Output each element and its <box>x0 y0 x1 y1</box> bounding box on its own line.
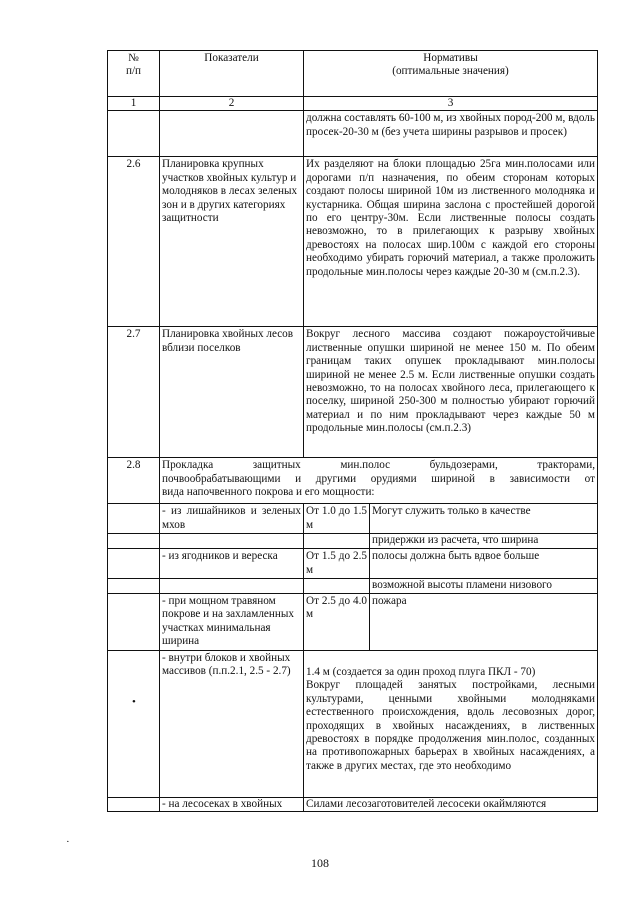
norm-cell: Силами лесозаготовителей лесосеки окаймляются <box>304 798 598 812</box>
header-indicators: Показатели <box>160 51 304 97</box>
norm-cell: Вокруг лесного массива создают пожароустойчивые лиственные опушки шириной не менее 150 м. По обеим границам таких опушек прокладывают мин.полосы шириной не менее 2.5 м. Если лиственные опушки создать невозможно, то на полосах хвойного леса, прилегающего к поселку, шириной 250-300 м полностью убирают горючий материал и по ним прокладывают через каждые 50 м продольные мин.полосы (см.п.2.3) <box>304 327 598 458</box>
indicator-cell: - на лесосеках в хвойных <box>160 798 304 812</box>
norm-cell: Их разделяют на блоки площадью 25га мин.полосами или дорогами п/п назначения, по обеим сторонам которых создают полосы шириной 10м из лиственного молодняка и кустарника. Общая ширина заслона с простейшей дорогой по его центру-30м. Если лиственные полосы создать невозможно, то в прилегающих к разрыву хвойных древостоях на полосах шир.100м с каждой его стороны необходимо убирать горючий материал, а также проложить продольные мин.полосы через каждые 20-30 м (см.п.2.3). <box>304 157 598 327</box>
table-row <box>108 549 598 579</box>
norm-cell: должна составлять 60-100 м, из хвойных пород-200 м, вдоль просек-20-30 м (без учета ширины разрывов и просек) <box>304 111 598 157</box>
width-cell: От 2.5 до 4.0 м <box>304 594 370 651</box>
stray-dot-mark: • <box>132 696 136 708</box>
note-cell: возможной высоты пламени низового <box>370 579 598 594</box>
table-row <box>108 157 598 327</box>
header-norms: Нормативы (оптимальные значения) <box>304 51 598 97</box>
table-row <box>108 579 598 594</box>
row-number: 2.7 <box>108 327 160 458</box>
column-number-row <box>108 97 598 111</box>
table-row <box>108 111 598 157</box>
col-number-2: 2 <box>160 97 304 111</box>
table-row <box>108 327 598 458</box>
table-row <box>108 504 598 534</box>
stray-dot-mark: · <box>66 836 70 848</box>
row-number: 2.6 <box>108 157 160 327</box>
norms-table <box>107 50 598 812</box>
indicator-cell: Планировка хвойных лесов вблизи поселков <box>160 327 304 458</box>
header-row <box>108 51 598 97</box>
table-row <box>108 798 598 812</box>
table-row <box>108 458 598 504</box>
row-number: 2.8 <box>108 458 160 504</box>
norm-cell: 1.4 м (создается за один проход плуга ПКЛ - 70) Вокруг площадей занятых постройками, лесными культурами, ценными хвойными молодняками естественного происхождения, вдоль лесовозных дорог, проходящих в хвойных насаждениях, в лиственных древостоях в порядке продолжения мин.полос, созданных на противопожарных барьерах в хвойных насаждениях, а также в других местах, где это необходимо <box>304 651 598 798</box>
col-number-3: 3 <box>304 97 598 111</box>
indicator-cell: - из ягодников и вереска <box>160 549 304 579</box>
table-row <box>108 534 598 549</box>
merged-text-cell: Прокладка защитных мин.полос бульдозерами, тракторами, почвообрабатывающими и другими орудиями шириной в зависимости от вида напочвенного покрова и его мощности: <box>160 458 598 504</box>
width-cell: От 1.5 до 2.5 м <box>304 549 370 579</box>
indicator-cell: - при мощном травяном покрове и на захламленных участках минимальная ширина <box>160 594 304 651</box>
table-row <box>108 651 598 798</box>
width-cell: От 1.0 до 1.5 м <box>304 504 370 534</box>
indicator-cell: Планировка крупных участков хвойных культур и молодняков в лесах зеленых зон и в других категориях защитности <box>160 157 304 327</box>
note-cell: пожара <box>370 594 598 651</box>
page-number: 108 <box>311 856 329 870</box>
col-number-1: 1 <box>108 97 160 111</box>
table-row <box>108 594 598 651</box>
note-cell: придержки из расчета, что ширина <box>370 534 598 549</box>
note-cell: полосы должна быть вдвое больше <box>370 549 598 579</box>
header-num: № п/п <box>108 51 160 97</box>
indicator-cell: - из лишайников и зеленых мхов <box>160 504 304 534</box>
indicator-cell: - внутри блоков и хвойных массивов (п.п.2.1, 2.5 - 2.7) <box>160 651 304 798</box>
note-cell: Могут служить только в качестве <box>370 504 598 534</box>
